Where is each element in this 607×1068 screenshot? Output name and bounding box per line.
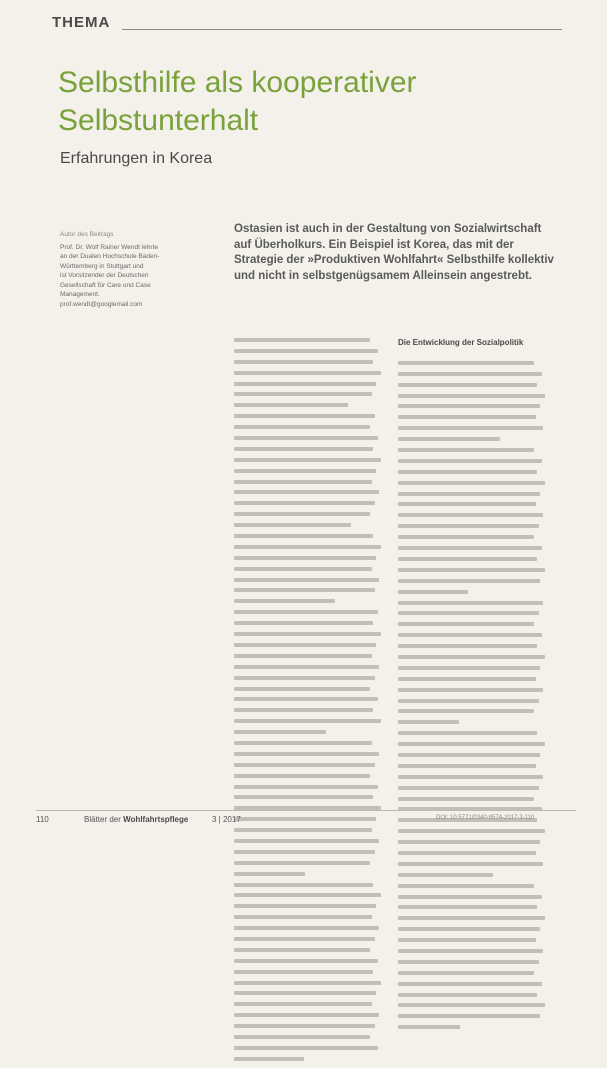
- text-line: [234, 458, 381, 462]
- text-line: [234, 893, 381, 897]
- text-line: [398, 731, 537, 735]
- text-line: [234, 817, 376, 821]
- text-line: [234, 588, 375, 592]
- section-label: THEMA: [52, 14, 111, 31]
- text-line: [398, 742, 545, 746]
- text-line: [234, 785, 378, 789]
- text-line: [234, 839, 379, 843]
- text-line: [398, 1014, 540, 1018]
- text-line: [398, 786, 539, 790]
- text-line: [234, 632, 381, 636]
- text-line: [398, 927, 540, 931]
- text-line: [398, 905, 537, 909]
- text-line: [398, 535, 534, 539]
- author-line: Prof. Dr. Wolf Rainer Wendt lehrte: [60, 243, 159, 251]
- text-line: [234, 904, 376, 908]
- doi: DOI: 10.5771/0340-8574-2017-3-110: [436, 815, 535, 821]
- text-line: [234, 872, 305, 876]
- text-line: [234, 752, 379, 756]
- text-line: [234, 774, 370, 778]
- text-line: [398, 753, 540, 757]
- text-line: [234, 338, 370, 342]
- text-line: [234, 1024, 375, 1028]
- text-line: [234, 447, 373, 451]
- text-line: [234, 687, 370, 691]
- text-line: [234, 861, 370, 865]
- text-line: [234, 371, 381, 375]
- author-line: an der Dualen Hochschule Baden-: [60, 253, 160, 260]
- text-line: [398, 720, 459, 724]
- magazine-bold: Wohlfahrtspflege: [123, 815, 189, 824]
- text-line: [398, 971, 534, 975]
- text-line: [398, 840, 540, 844]
- text-line: [234, 545, 381, 549]
- text-line: [398, 622, 534, 626]
- text-line: [234, 850, 375, 854]
- text-line: [398, 492, 540, 496]
- page-number: 110: [36, 815, 49, 824]
- text-line: [398, 873, 493, 877]
- text-line: [234, 349, 378, 353]
- text-line: [234, 360, 373, 364]
- text-line: [234, 937, 375, 941]
- author-info: [60, 230, 200, 309]
- text-line: [234, 1013, 379, 1017]
- text-line: [234, 621, 373, 625]
- text-line: [398, 938, 536, 942]
- text-line: [398, 459, 542, 463]
- text-line: [398, 481, 545, 485]
- text-line: [234, 719, 381, 723]
- text-line: [234, 1057, 304, 1061]
- text-line: [234, 1002, 372, 1006]
- text-line: [234, 708, 373, 712]
- text-line: [234, 382, 376, 386]
- text-line: [234, 948, 370, 952]
- text-line: [398, 699, 539, 703]
- text-line: [234, 730, 326, 734]
- text-line: [398, 862, 543, 866]
- text-line: [398, 361, 534, 365]
- text-line: [398, 655, 545, 659]
- text-line: [398, 383, 537, 387]
- text-line: [398, 579, 540, 583]
- text-line: [234, 436, 378, 440]
- text-line: [234, 556, 376, 560]
- text-line: [234, 1035, 370, 1039]
- text-line: [234, 567, 372, 571]
- magazine-name: [84, 815, 188, 824]
- text-line: [234, 970, 373, 974]
- text-line: [398, 1025, 460, 1029]
- author-line: Management.: [60, 291, 100, 298]
- text-line: [234, 991, 376, 995]
- text-line: [234, 654, 372, 658]
- title-line-2: Selbstunterhalt: [58, 104, 259, 137]
- text-line: [398, 688, 543, 692]
- text-line: [234, 665, 379, 669]
- text-line: [398, 415, 536, 419]
- text-line: [234, 599, 335, 603]
- text-line: [398, 851, 536, 855]
- body-text-lines: [234, 338, 382, 1061]
- text-line: [234, 643, 376, 647]
- text-line: [398, 960, 539, 964]
- text-line: [234, 795, 373, 799]
- text-line: [398, 568, 545, 572]
- text-line: [234, 414, 375, 418]
- text-line: [234, 915, 372, 919]
- body-text-lines: [398, 361, 546, 1029]
- text-line: [398, 916, 545, 920]
- text-line: [234, 610, 378, 614]
- text-line: [234, 697, 378, 701]
- author-line: Württemberg in Stuttgart und: [60, 262, 144, 270]
- text-line: [234, 578, 379, 582]
- text-line: [234, 1046, 378, 1050]
- text-line: [398, 437, 500, 441]
- text-line: [398, 982, 542, 986]
- text-line: [234, 676, 375, 680]
- text-line: [398, 644, 537, 648]
- title-line-1: Selbsthilfe als kooperativer: [58, 66, 417, 99]
- body-column-right: [398, 338, 546, 1036]
- text-line: [398, 448, 534, 452]
- text-line: [398, 404, 540, 408]
- text-line: [398, 546, 542, 550]
- author-caption: Autor des Beitrags: [60, 231, 114, 238]
- text-line: [398, 372, 542, 376]
- text-line: [234, 501, 375, 505]
- text-line: [234, 480, 372, 484]
- text-line: [398, 895, 542, 899]
- text-line: [398, 470, 537, 474]
- text-line: [398, 677, 536, 681]
- author-line: Gesellschaft für Care und Case: [60, 281, 151, 289]
- text-line: [398, 557, 537, 561]
- article-title: [58, 64, 558, 140]
- section-divider: [122, 29, 562, 30]
- text-line: [234, 883, 373, 887]
- text-line: [398, 884, 534, 888]
- text-line: [234, 469, 376, 473]
- text-line: [234, 490, 379, 494]
- text-line: [234, 763, 375, 767]
- text-line: [398, 829, 545, 833]
- text-line: [234, 403, 348, 407]
- text-line: [234, 523, 351, 527]
- text-line: [398, 524, 539, 528]
- text-line: [234, 981, 381, 985]
- author-email: prof.wendt@googlemail.com: [60, 300, 143, 308]
- text-line: [398, 666, 540, 670]
- text-line: [398, 513, 543, 517]
- article-lead: Ostasien ist auch in der Gestaltung von Sozialwirtschaft auf Überholkurs. Ein Beispiel ist Korea, das mit der Strategie der »Produktiven Wohlfahrt« Selbsthilfe kollektiv und nicht in selbstgenügsamem Alleinsein angestrebt.: [234, 223, 554, 282]
- text-line: [234, 534, 373, 538]
- text-line: [398, 633, 542, 637]
- text-line: [398, 1003, 545, 1007]
- author-line: ist Vorsitzender der Deutschen: [60, 272, 149, 279]
- text-line: [398, 601, 543, 605]
- text-line: [398, 502, 536, 506]
- text-line: [234, 959, 378, 963]
- body-column-left: [234, 338, 382, 1068]
- text-line: [234, 512, 370, 516]
- section-heading: Die Entwicklung der Sozialpolitik: [398, 338, 524, 347]
- text-line: [398, 993, 537, 997]
- text-line: [234, 828, 372, 832]
- text-line: [234, 425, 370, 429]
- text-line: [234, 392, 372, 396]
- footer-divider: [36, 810, 576, 811]
- text-line: [398, 775, 543, 779]
- text-line: [398, 590, 468, 594]
- text-line: [398, 611, 539, 615]
- magazine-prefix: Blätter der: [84, 815, 124, 824]
- text-line: [398, 426, 543, 430]
- text-line: [398, 949, 543, 953]
- text-line: [398, 797, 534, 801]
- text-line: [398, 764, 536, 768]
- text-line: [234, 741, 372, 745]
- text-line: [234, 926, 379, 930]
- issue-number: 3 | 2017: [212, 815, 241, 824]
- article-subtitle: Erfahrungen in Korea: [60, 150, 213, 167]
- text-line: [398, 709, 534, 713]
- text-line: [398, 394, 545, 398]
